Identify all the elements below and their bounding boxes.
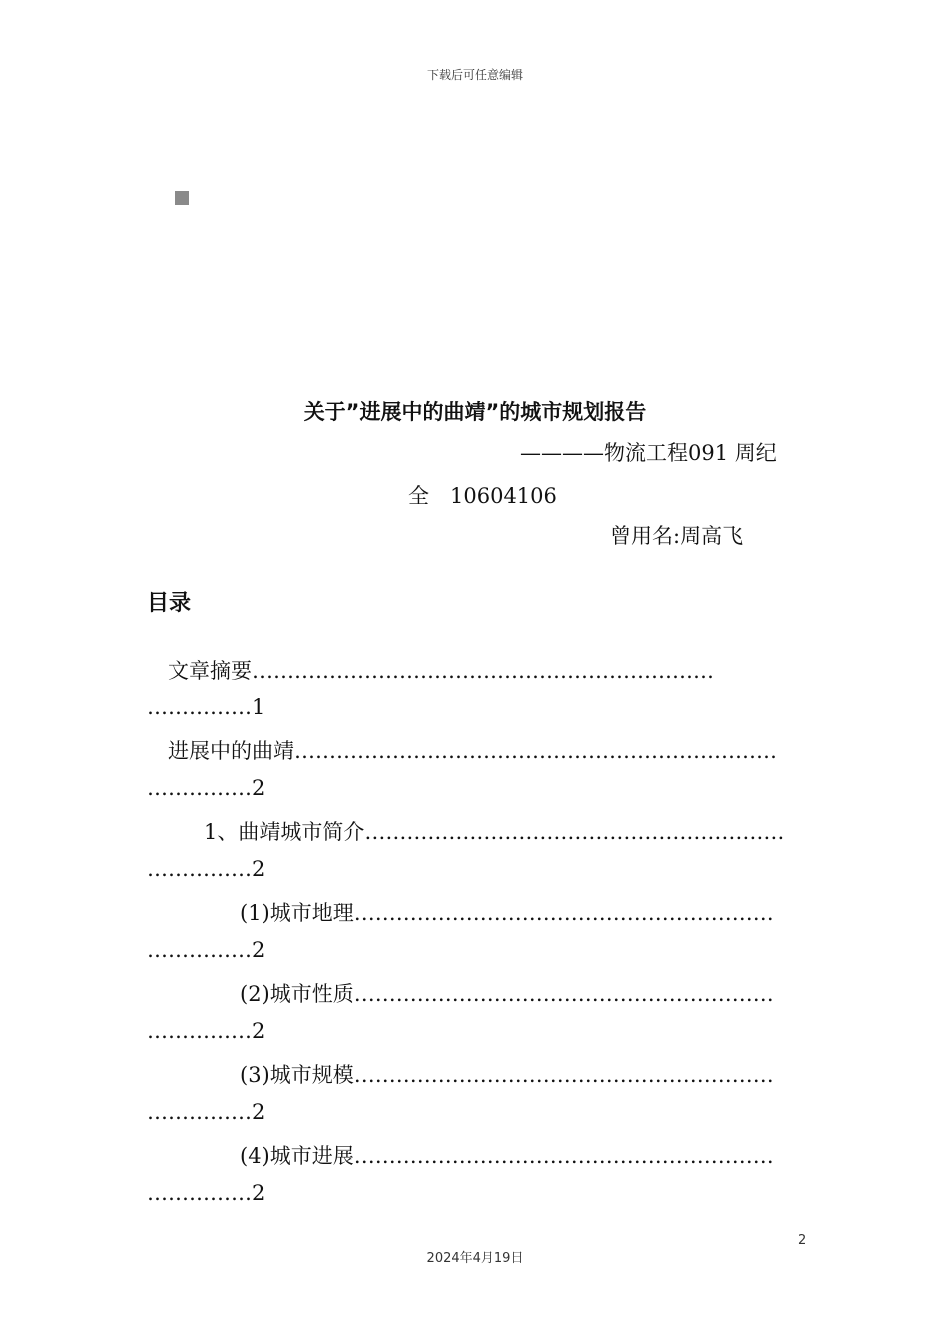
page-number: 2 — [798, 1233, 807, 1248]
toc-entry-dots: …………………………………………………………… — [294, 739, 777, 763]
toc-entry-dots: …………………………………………………… — [353, 901, 774, 925]
square-mark-icon — [175, 191, 189, 205]
toc-entry-dots: ………………………………………………………… — [252, 659, 714, 683]
toc-entry-dots: …………………………………………………… — [364, 820, 785, 844]
toc-entry-page: ……………2 — [147, 1100, 266, 1124]
toc-entry-page: ……………2 — [147, 1181, 266, 1205]
toc-entry-title: (3)城市规模 — [240, 1063, 354, 1087]
toc-entry-dots: …………………………………………………… — [353, 1144, 774, 1168]
toc-entry-dots: …………………………………………………… — [353, 982, 774, 1006]
toc-entry[interactable] — [240, 978, 803, 1008]
toc-entry[interactable] — [240, 1140, 803, 1170]
toc-entry-page: ……………2 — [147, 1019, 266, 1043]
toc-entry-title: 进展中的曲靖 — [168, 739, 294, 763]
document-title: 关于”进展中的曲靖”的城市规划报告 — [303, 400, 647, 424]
byline-line-1: ————物流工程091 周纪 — [520, 441, 777, 465]
toc-entry-title: 文章摘要 — [168, 659, 252, 683]
toc-entry-title: (2)城市性质 — [240, 982, 354, 1006]
toc-entry[interactable] — [168, 735, 803, 765]
toc-entry-title: (1)城市地理 — [240, 901, 354, 925]
toc-entry[interactable] — [240, 1059, 803, 1089]
toc-entry[interactable] — [240, 897, 803, 927]
toc-entry-title: (4)城市进展 — [240, 1144, 354, 1168]
toc-entry[interactable] — [168, 655, 803, 685]
header-note: 下载后可任意编辑 — [426, 68, 523, 82]
toc-entry-page: ……………2 — [147, 857, 266, 881]
toc-entry[interactable] — [204, 816, 803, 846]
toc-entry-dots: …………………………………………………… — [353, 1063, 774, 1087]
footer-date: 2024年4月19日 — [426, 1251, 524, 1266]
byline-line-3: 曾用名:周高飞 — [610, 524, 744, 548]
toc-entry-page: ……………1 — [147, 695, 266, 719]
toc-entry-title: 1、曲靖城市简介 — [204, 820, 365, 844]
byline-line-2: 全 10604106 — [408, 484, 557, 508]
toc-entry-page: ……………2 — [147, 776, 266, 800]
toc-heading: 目录 — [147, 591, 192, 616]
toc-entry-page: ……………2 — [147, 938, 266, 962]
